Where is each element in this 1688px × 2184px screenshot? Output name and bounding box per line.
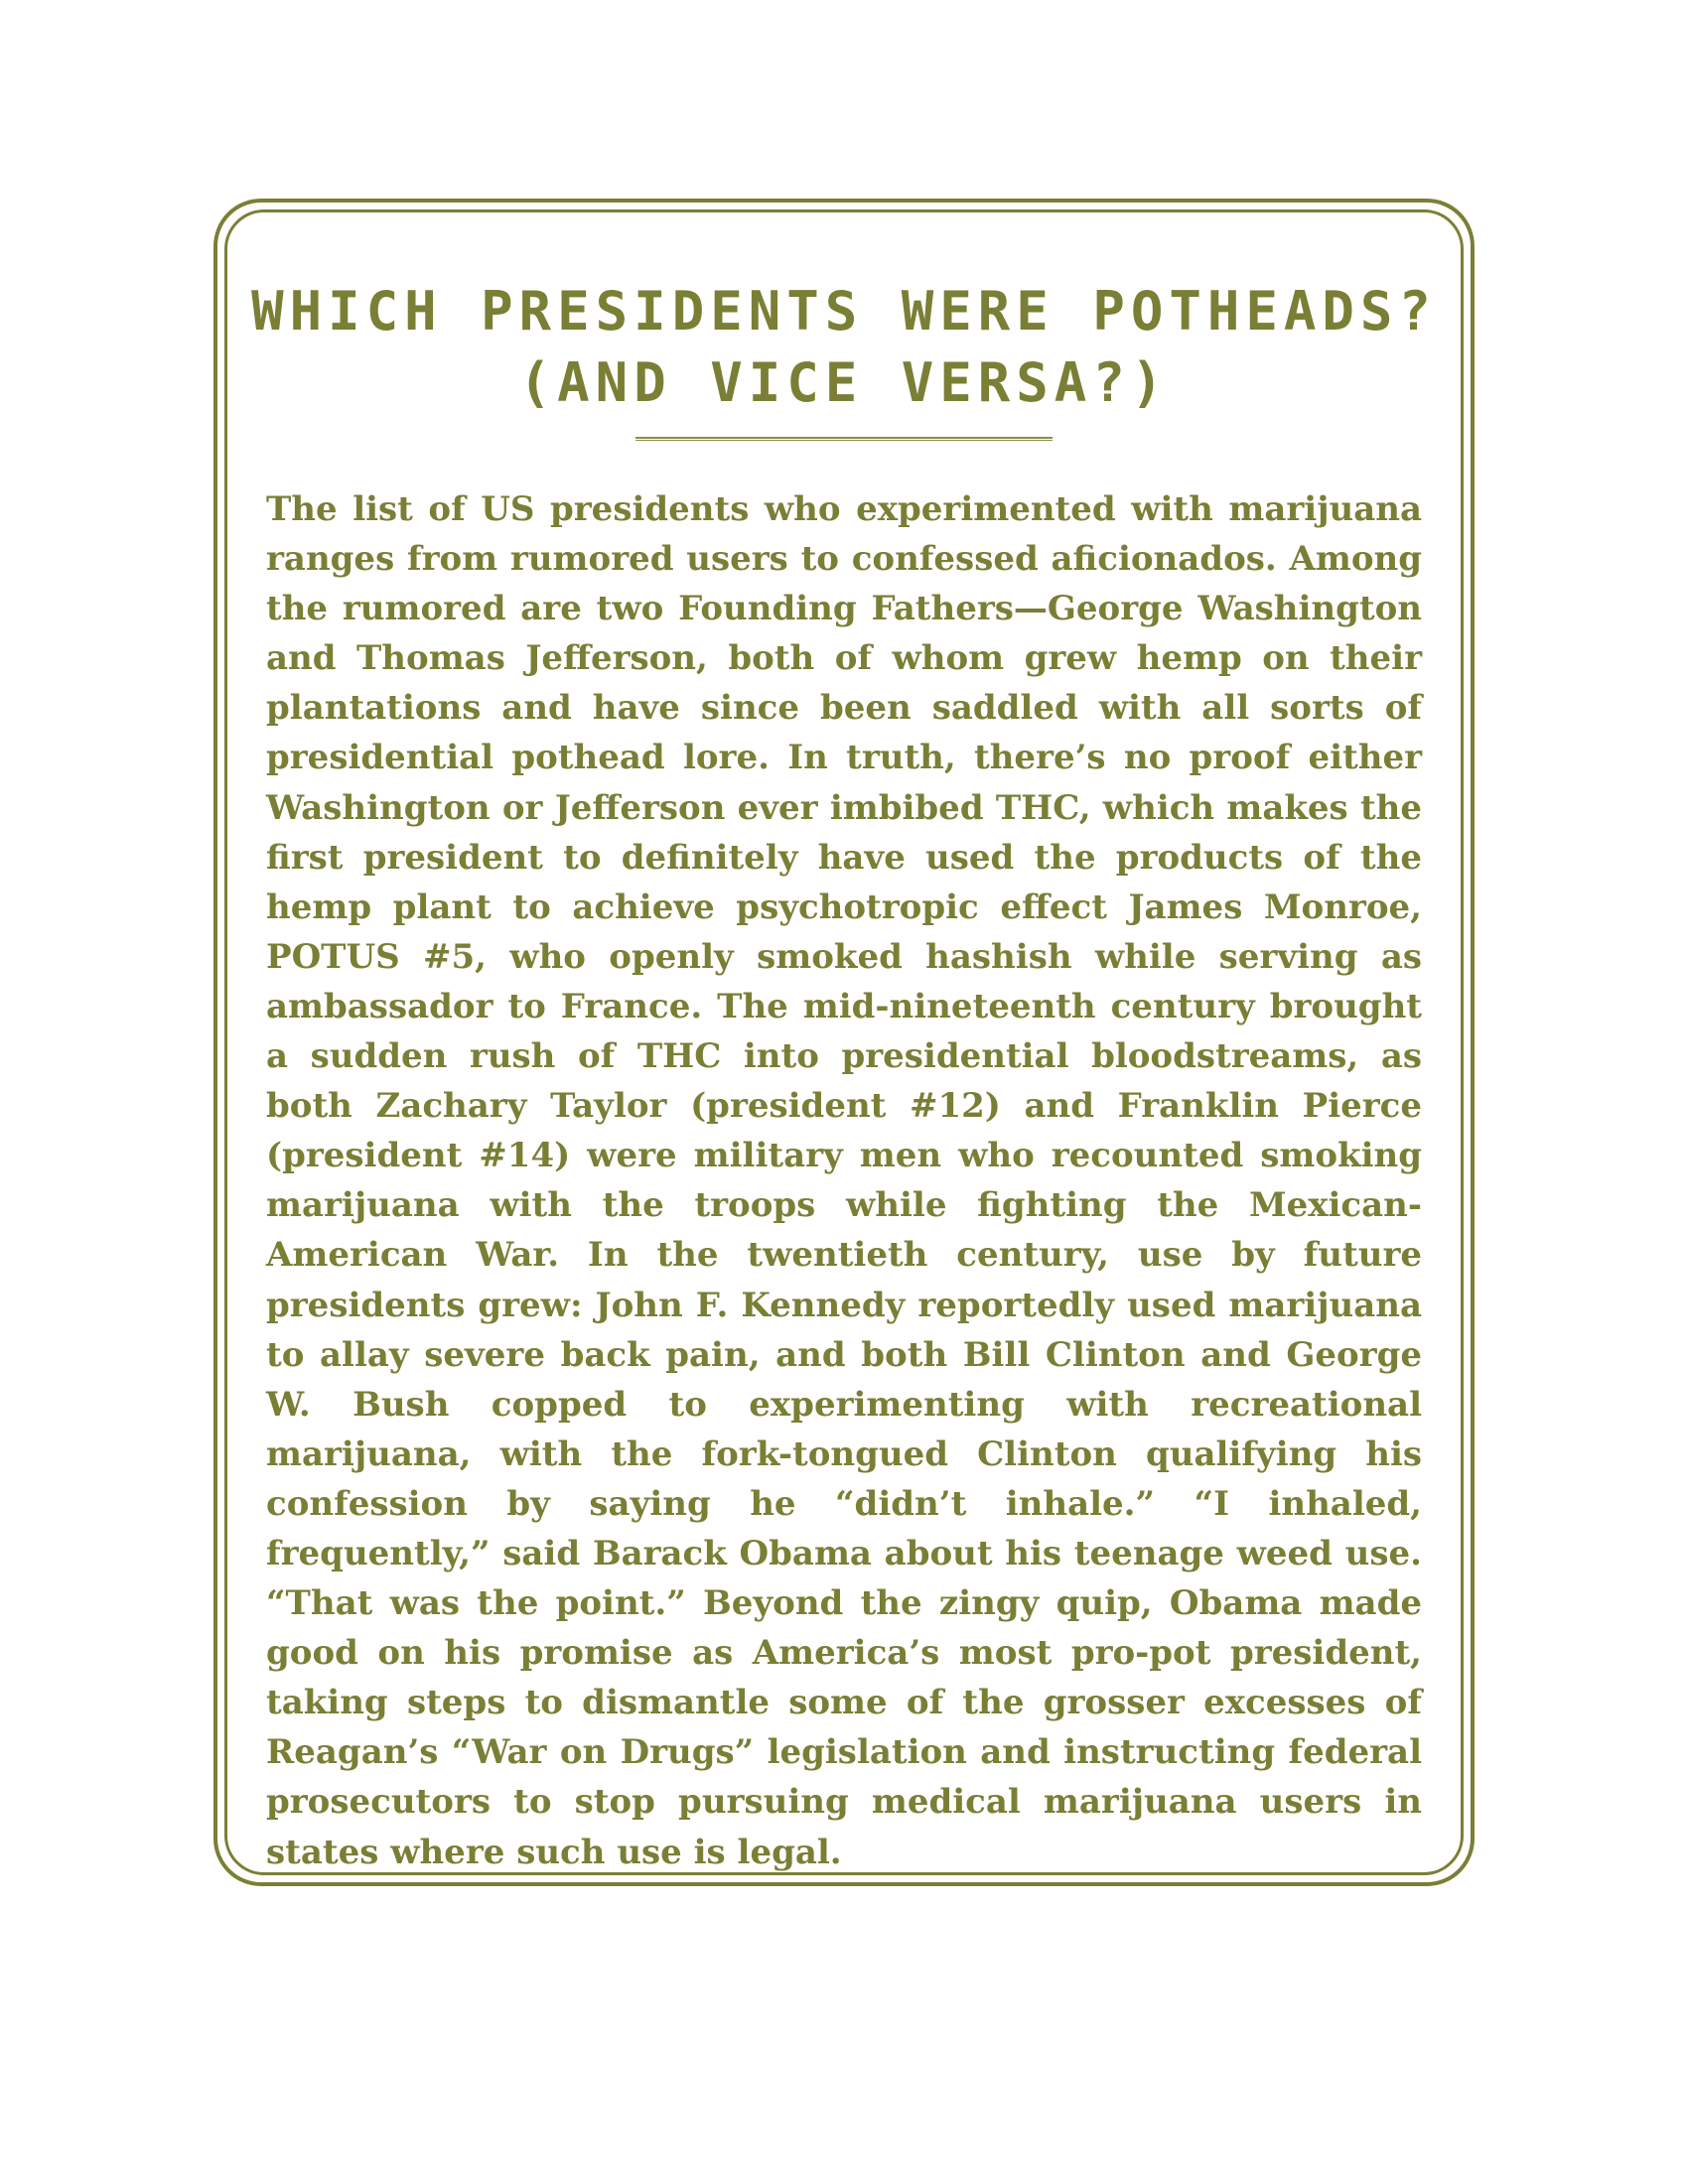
sidebar-title-line-1: WHICH PRESIDENTS WERE POTHEADS? xyxy=(251,280,1437,342)
sidebar-title xyxy=(248,276,1440,419)
sidebar-title-line-2: (AND VICE VERSA?) xyxy=(518,351,1170,414)
sidebar-body-text: The list of US presidents who experimented with marijuana ranges from rumored users to confessed aficionados. Among the rumored are two Founding Fathers—George Washington and Thomas Jefferson, both of whom grew hemp on their plantations and have since been saddled with all sorts of presidential pothead lore. In truth, there’s no proof either Washington or Jefferson ever imbibed THC, which makes the first president to definitely have used the products of the hemp plant to achieve psychotropic effect James Monroe, POTUS #5, who openly smoked hashish while serving as ambassador to France. The mid-nineteenth century brought a sudden rush of THC into presidential bloodstreams, as both Zachary Taylor (president #12) and Franklin Pierce (president #14) were military men who recounted smoking marijuana with the troops while fighting the Mexican-American War. In the twentieth century, use by future presidents grew: John F. Kennedy reportedly used marijuana to allay severe back pain, and both Bill Clinton and George W. Bush copped to experimenting with recreational marijuana, with the fork-tongued Clinton qualifying his confession by saying he “didn’t inhale.” “I inhaled, frequently,” said Barack Obama about his teenage weed use. “That was the point.” Beyond the zingy quip, Obama made good on his promise as America’s most pro-pot president, taking steps to dismantle some of the grosser excesses of Reagan’s “War on Drugs” legislation and instructing federal prosecutors to stop pursuing medical marijuana users in states where such use is legal. xyxy=(266,489,1422,1872)
title-divider xyxy=(635,437,1053,441)
